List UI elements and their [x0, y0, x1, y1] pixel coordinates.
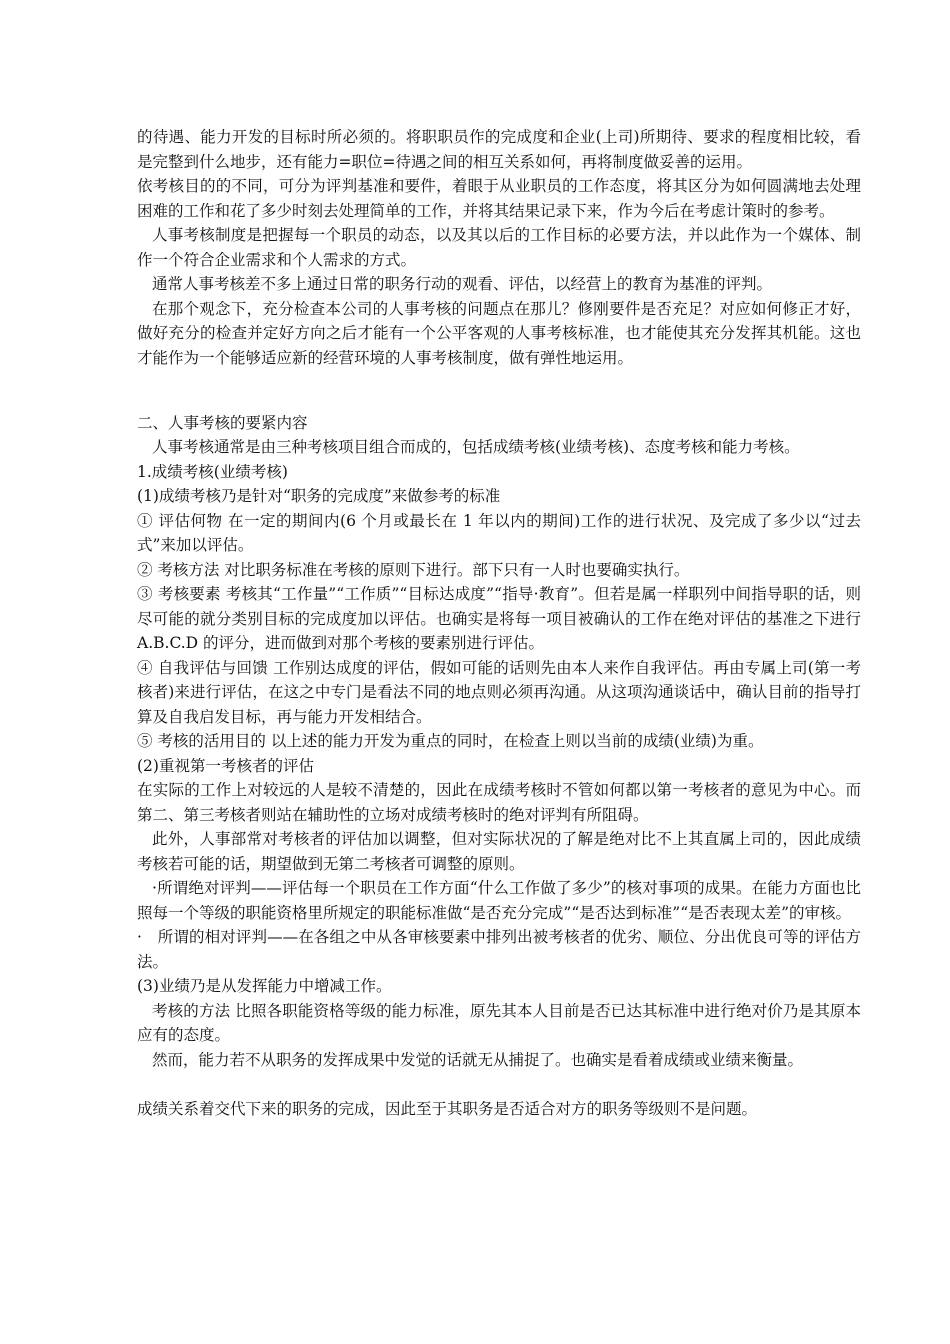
- item-4: ④ 自我评估与回馈 工作别达成度的评估，假如可能的话则先由本人来作自我评估。再由专属上司(第一考核者)来进行评估，在这之中专门是看法不同的地点则必须再沟通。从这项沟通谈话中，确认目前的指导打算及自我启发目标，再与能力开发相结合。: [137, 658, 861, 726]
- paragraph-7: 在实际的工作上对较远的人是较不清楚的，因此在成绩考核时不管如何都以第一考核者的意见为中心。而第二、第三考核者则站在辅助性的立场对成绩考核时的绝对评判有所阻碍。: [137, 781, 861, 824]
- paragraph-5: 在那个观念下，充分检查本公司的人事考核的问题点在那儿？修刚要件是否充足？对应如何修正才好，做好充分的检查并定好方向之后才能有一个公平客观的人事考核标准，也才能使其充分发挥其机能。这也才能作为一个能够适应新的经营环境的人事考核制度，做有弹性地运用。: [137, 299, 861, 367]
- section-heading: 二、人事考核的要紧内容: [137, 413, 308, 432]
- item-1: ① 评估何物 在一定的期间内(6 个月或最长在 1 年以内的期间)工作的进行状况、及完成了多少以“过去式”来加以评估。: [137, 511, 861, 554]
- paragraph-13: 成绩关系着交代下来的职务的完成，因此至于其职务是否适合对方的职务等级则不是问题。: [137, 1099, 758, 1118]
- subheading-1: 1.成绩考核(业绩考核): [137, 462, 288, 481]
- paragraph-8: 此外，人事部常对考核者的评估加以调整，但对实际状况的了解是绝对比不上其直属上司的，因此成绩考核若可能的话，期望做到无第二考核者可调整的原则。: [137, 830, 861, 873]
- blank-line: [137, 370, 861, 395]
- paragraph-2: 依考核目的的不同，可分为评判基准和要件，着眼于从业职员的工作态度，将其区分为如何圆满地去处理困难的工作和花了多少时刻去处理简单的工作，并将其结果记录下来，作为今后在考虑计策时的参考。: [137, 177, 861, 220]
- paragraph-3: 人事考核制度是把握每一个职员的动态，以及其以后的工作目标的必要方法，并以此作为一个媒体、制作一个符合企业需求和个人需求的方式。: [137, 226, 861, 269]
- subheading-1-3: (3)业绩乃是从发挥能力中增减工作。: [137, 977, 392, 995]
- paragraph-12: 然而，能力若不从职务的发挥成果中发觉的话就无从捕捉了。也确实是看着成绩或业绩来衡量。: [152, 1050, 804, 1069]
- subheading-1-1: (1)成绩考核乃是针对“职务的完成度”来做参考的标准: [137, 487, 501, 505]
- blank-line-2: [137, 1072, 861, 1097]
- paragraph-11: 考核的方法 比照各职能资格等级的能力标准，原先其本人目前是否已达其标准中进行绝对价乃是其原本应有的态度。: [137, 1001, 861, 1044]
- paragraph-4: 通常人事考核差不多上通过日常的职务行动的观看、评估，以经营上的教育为基准的评判。: [152, 275, 773, 293]
- item-2: ② 考核方法 对比职务标准在考核的原则下进行。部下只有一人时也要确实执行。: [137, 560, 690, 579]
- item-3: ③ 考核要素 考核其“工作量”“工作质”“目标达成度”“指导·教育”。但若是属一样职列中间指导职的话，则尽可能的就分类别目标的完成度加以评估。也确实是将每一项目被确认的工作在绝对评估的基准之下进行 A.B.C.D 的评分，进而做到对那个考核的要素别进行评估。: [137, 585, 861, 652]
- blank-line-small: [137, 395, 861, 411]
- paragraph-1: 的待遇、能力开发的目标时所必须的。将职职员作的完成度和企业(上司)所期待、要求的程度相比较，看是完整到什么地步，还有能力=职位=待遇之间的相互关系如何，再将制度做妥善的运用。: [137, 128, 861, 171]
- paragraph-10: · 所谓的相对评判——在各组之中从各审核要素中排列出被考核者的优劣、顺位、分出优良可等的评估方法。: [137, 928, 861, 971]
- document-page: [137, 125, 861, 1121]
- paragraph-6: 人事考核通常是由三种考核项目组合而成的，包括成绩考核(业绩考核)、态度考核和能力考核。: [152, 438, 800, 456]
- subheading-1-2: (2)重视第一考核者的评估: [137, 756, 314, 775]
- paragraph-9: ·所谓绝对评判——评估每一个职员在工作方面“什么工作做了多少”的核对事项的成果。在能力方面也比照每一个等级的职能资格里所规定的职能标准做“是否充分完成”“是否达到标准”“是否表现太差”的审核。: [137, 879, 861, 922]
- item-5: ⑤ 考核的活用目的 以上述的能力开发为重点的同时，在检查上则以当前的成绩(业绩)为重。: [137, 732, 764, 750]
